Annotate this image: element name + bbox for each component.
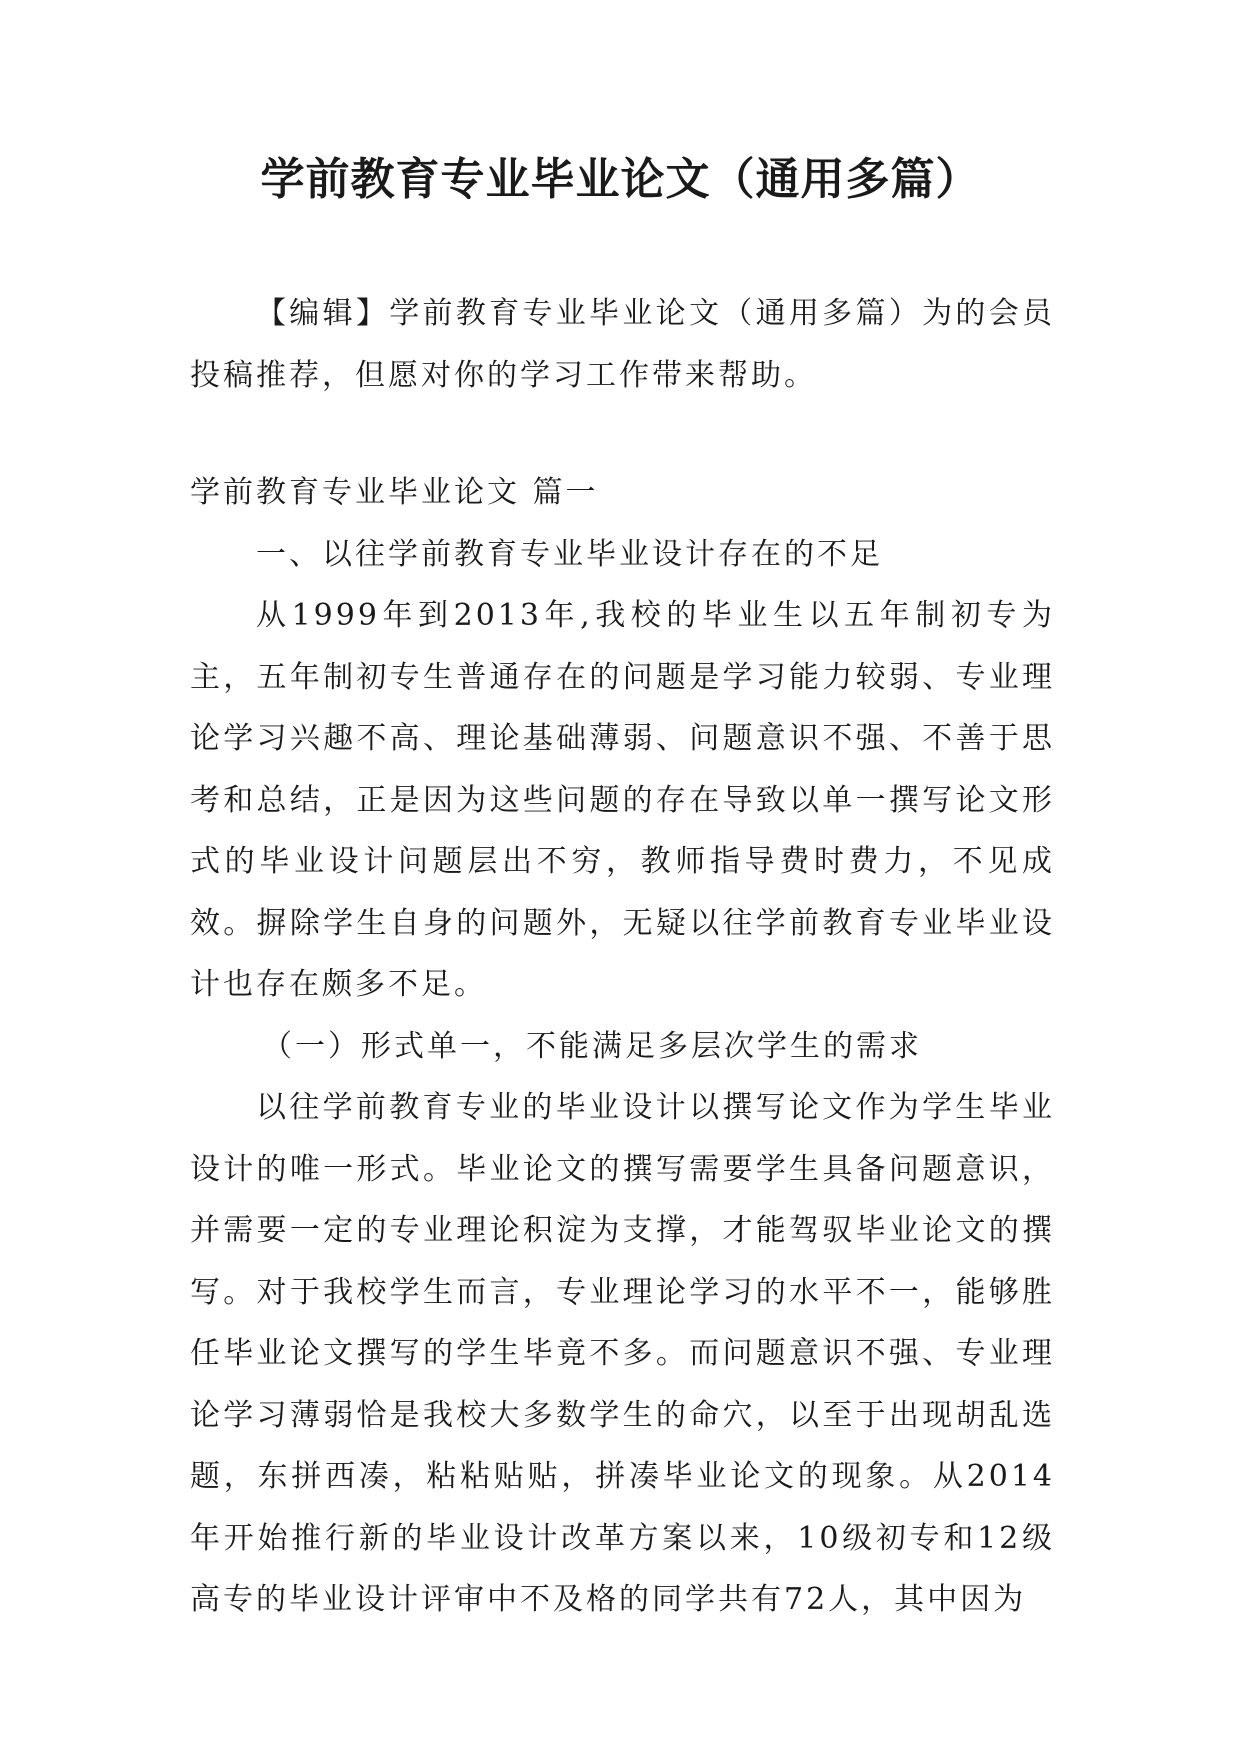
- intro-block: [190, 283, 1055, 406]
- document-title: 学前教育专业毕业论文（通用多篇）: [260, 154, 981, 205]
- intro-paragraph: 【编辑】学前教育专业毕业论文（通用多篇）为的会员投稿推荐，但愿对你的学习工作带来帮助。: [190, 296, 1055, 393]
- heading-2: （一）形式单一，不能满足多层次学生的需求: [262, 1028, 922, 1064]
- section-title: 学前教育专业毕业论文 篇一: [190, 475, 599, 510]
- paragraph-1: 从1999年到2013年,我校的毕业生以五年制初专为主，五年制初专生普通存在的问题是学习能力较弱、专业理论学习兴趣不高、理论基础薄弱、问题意识不强、不善于思考和总结，正是因为这些问题的存在导致以单一撰写论文形式的毕业设计问题层出不穷，教师指导费时费力，不见成效。摒除学生自身的问题外，无疑以往学前教育专业毕业设计也存在颇多不足。: [190, 598, 1055, 1002]
- paragraph-2: 以往学前教育专业的毕业设计以撰写论文作为学生毕业设计的唯一形式。毕业论文的撰写需要学生具备问题意识，并需要一定的专业理论积淀为支撑，才能驾驭毕业论文的撰写。对于我校学生而言，专业理论学习的水平不一，能够胜任毕业论文撰写的学生毕竟不多。而问题意识不强、专业理论学习薄弱恰是我校大多数学生的命穴，以至于出现胡乱选题，东拼西凑，粘粘贴贴，拼凑毕业论文的现象。从2014年开始推行新的毕业设计改革方案以来，10级初专和12级高专的毕业设计评审中不及格的同学共有72人，其中因为: [190, 1090, 1055, 1617]
- heading-1: 一、以往学前教育专业毕业设计存在的不足: [256, 536, 883, 572]
- content-block: [190, 462, 1055, 1631]
